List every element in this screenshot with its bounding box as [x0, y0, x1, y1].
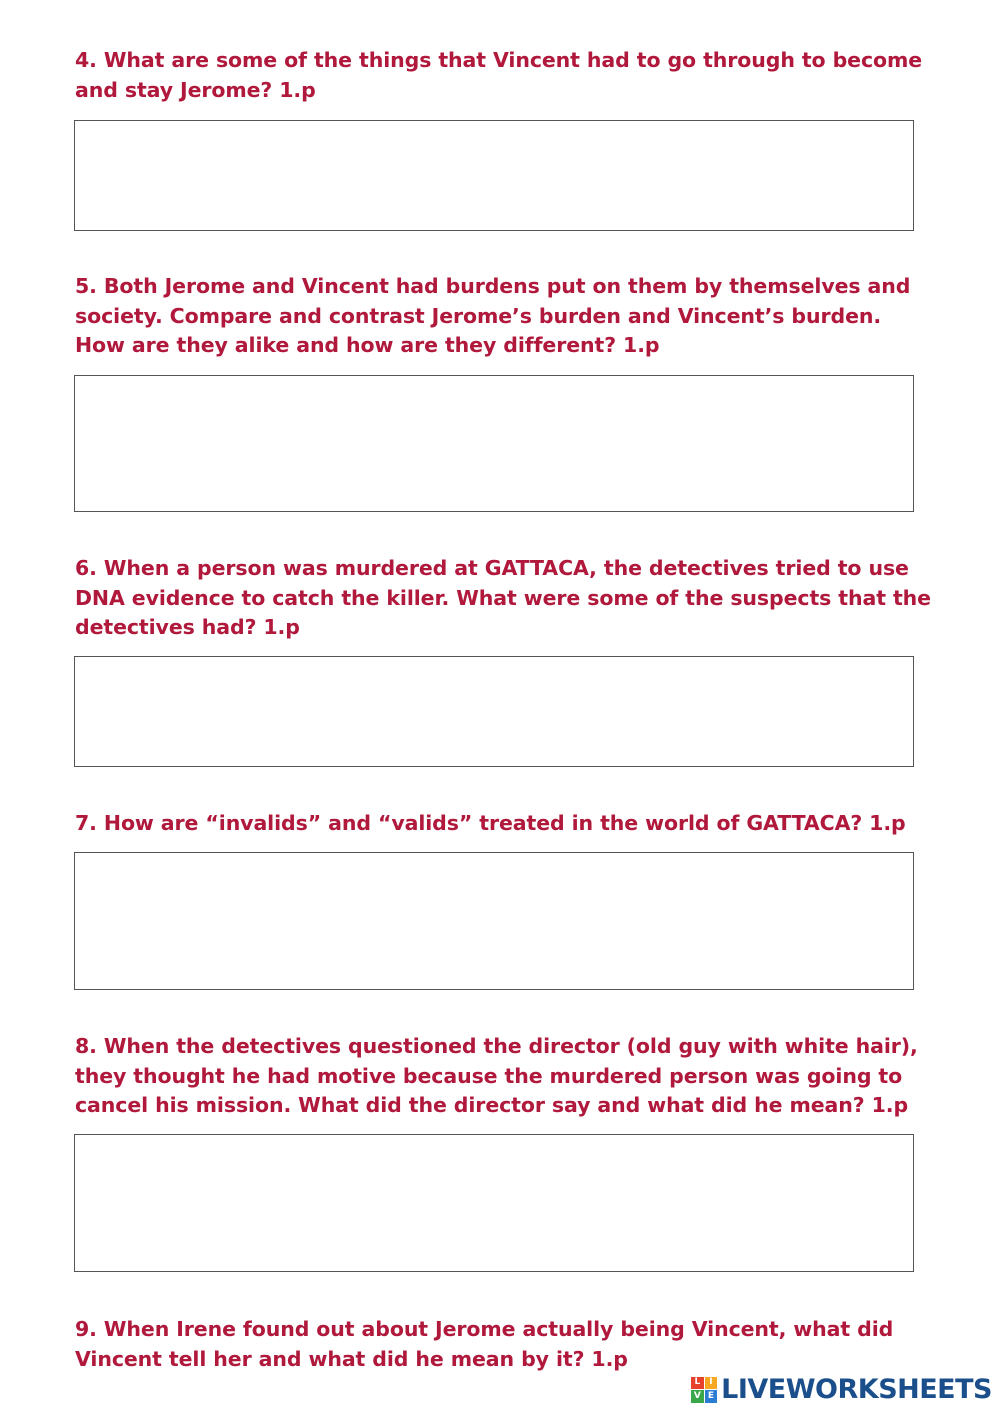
- liveworksheets-wordmark: LIVEWORKSHEETS: [721, 1374, 992, 1405]
- question-4: 4. What are some of the things that Vincent had to go through to become and stay Jerome? 1.p: [75, 48, 923, 102]
- logo-tile-e: E: [705, 1390, 718, 1403]
- answer-box-7[interactable]: [74, 852, 914, 990]
- answer-box-4[interactable]: [74, 120, 914, 231]
- answer-box-6[interactable]: [74, 656, 914, 767]
- answer-box-5[interactable]: [74, 375, 914, 512]
- logo-tile-v: V: [691, 1390, 704, 1403]
- answer-box-8[interactable]: [74, 1134, 914, 1272]
- liveworksheets-brand: [691, 1374, 992, 1405]
- question-5: 5. Both Jerome and Vincent had burdens put on them by themselves and society. Compare and contrast Jerome’s burden and Vincent’s burden. How are they alike and how are they different? 1.p: [75, 274, 911, 357]
- question-8: 8. When the detectives questioned the director (old guy with white hair), they thought he had motive because the murdered person was going to cancel his mission. What did the director say and what did he mean? 1.p: [75, 1034, 918, 1117]
- question-6: 6. When a person was murdered at GATTACA, the detectives tried to use DNA evidence to catch the killer. What were some of the suspects that the detectives had? 1.p: [75, 556, 931, 639]
- question-9: 9. When Irene found out about Jerome actually being Vincent, what did Vincent tell her and what did he mean by it? 1.p: [75, 1317, 894, 1371]
- logo-tile-l: L: [691, 1377, 704, 1390]
- logo-tile-i: I: [705, 1377, 718, 1390]
- liveworksheets-logo-icon: [691, 1377, 717, 1403]
- question-7: 7. How are “invalids” and “valids” treated in the world of GATTACA? 1.p: [75, 811, 906, 835]
